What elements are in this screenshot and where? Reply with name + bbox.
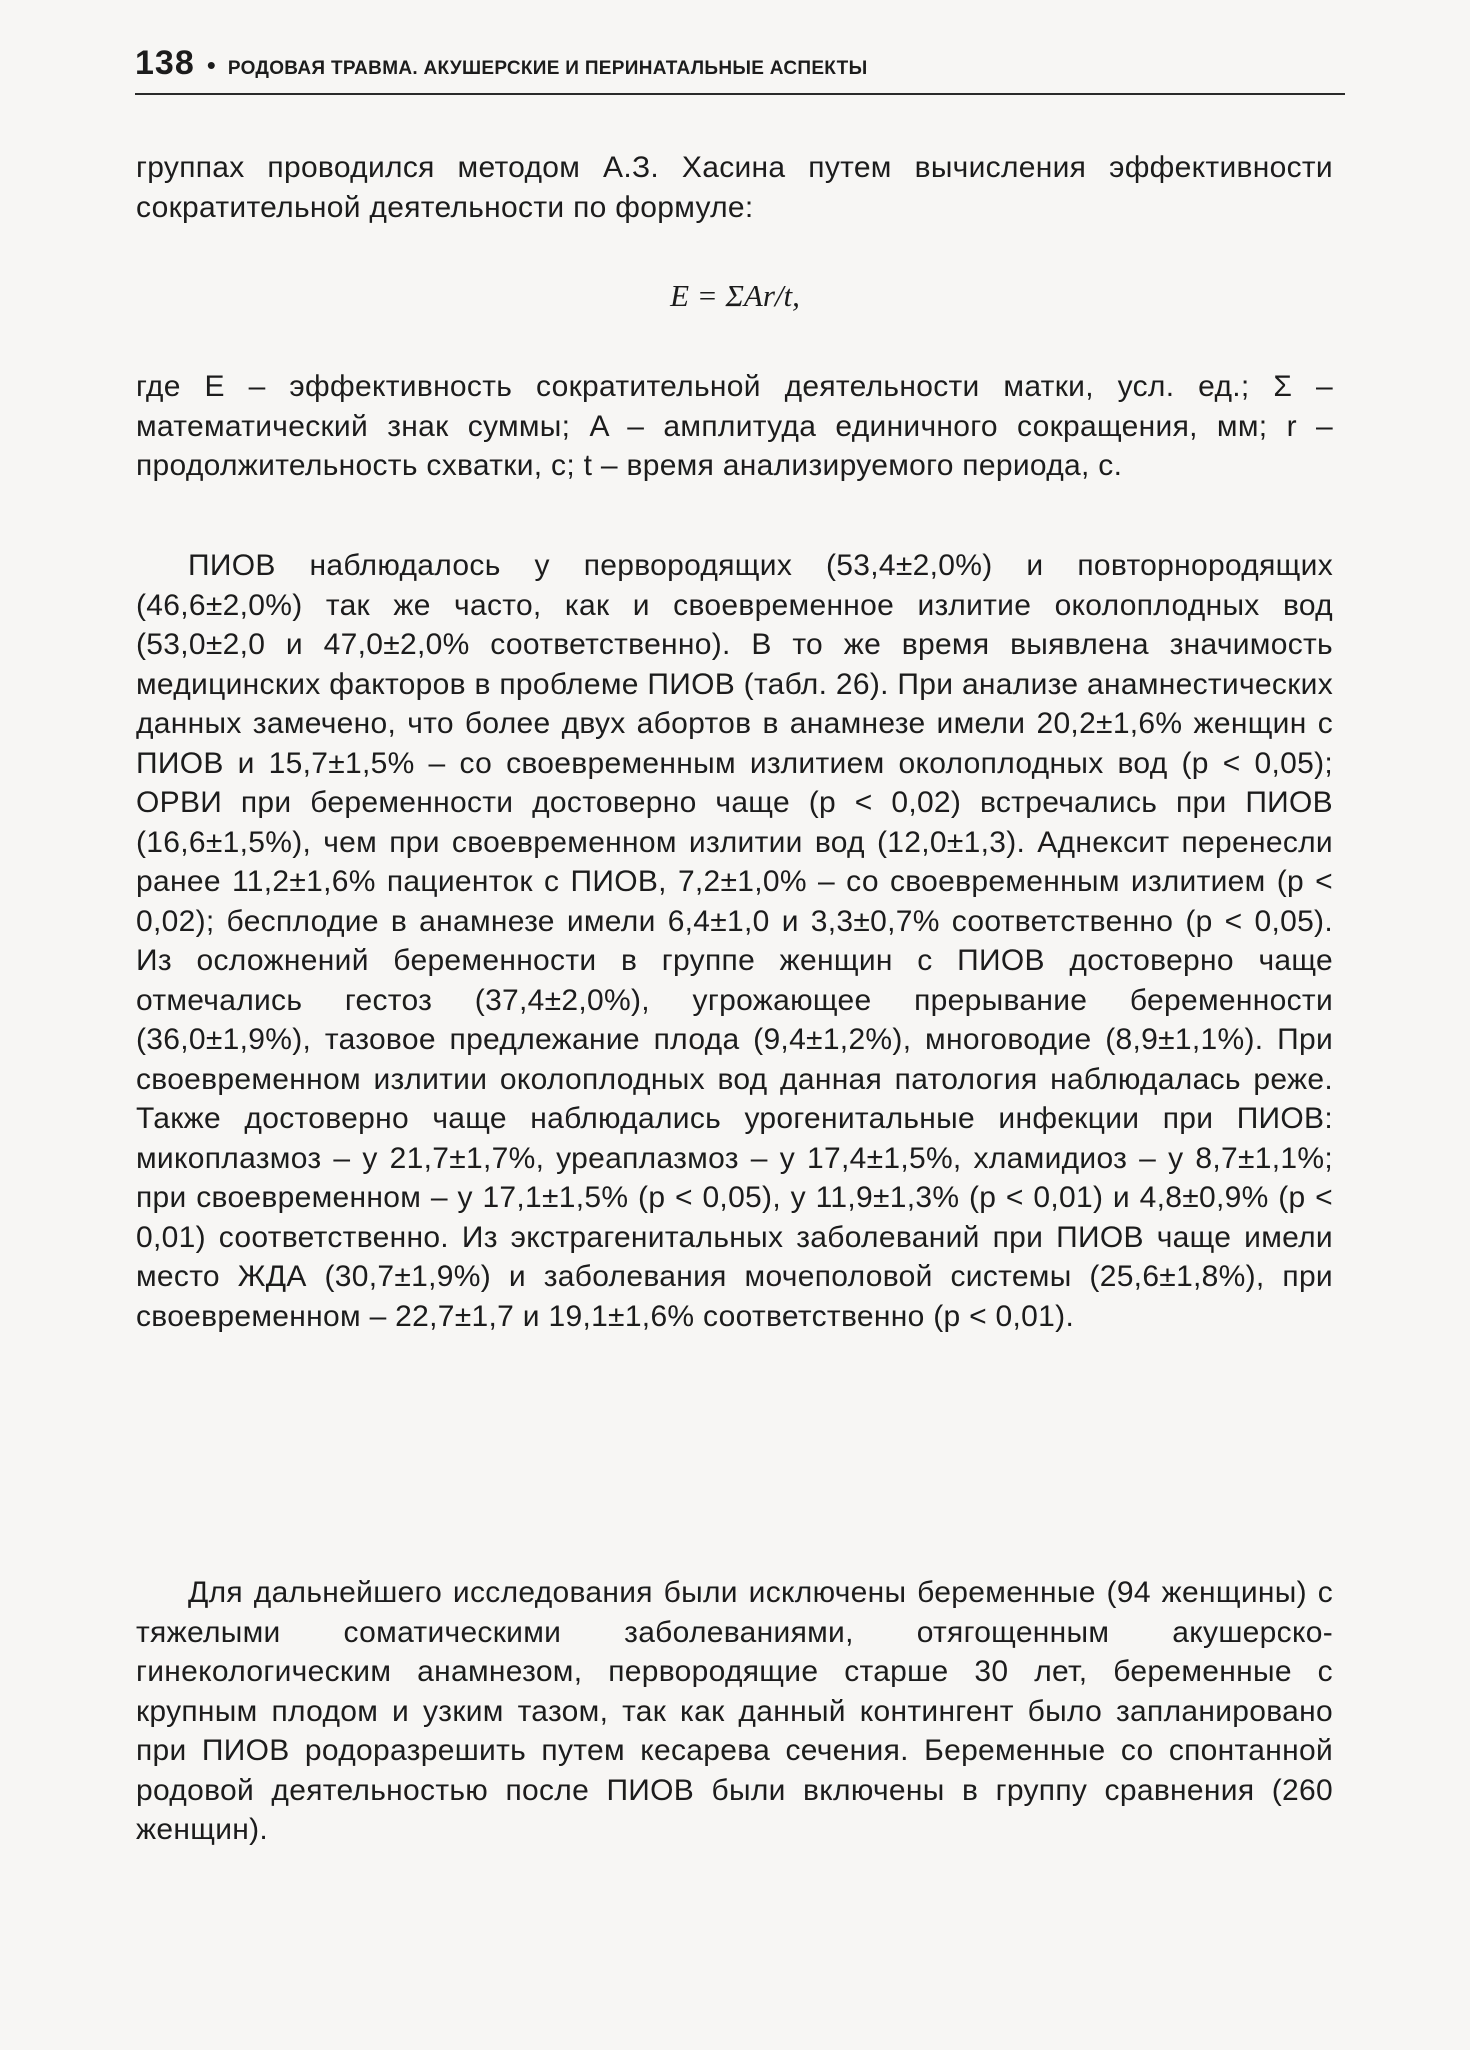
running-head bbox=[135, 44, 1345, 95]
bullet-separator: • bbox=[206, 50, 216, 80]
body-paragraph-2: Для дальнейшего исследования были исключены беременные (94 женщины) с тяжелыми соматическими заболеваниями, отягощенным акушерско-гинекологическим анамнезом, первородящие старше 30 лет, беременные с крупным плодом и узким тазом, так как данный контингент было запланировано при ПИОВ родоразрешить путем кесарева сечения. Беременные со спонтанной родовой деятельностью после ПИОВ были включены в группу сравнения (260 женщин). bbox=[136, 1576, 1333, 1846]
formula: E = ΣAr/t, bbox=[670, 278, 800, 313]
body-paragraph-1: ПИОВ наблюдалось у первородящих (53,4±2,0%) и повторнородящих (46,6±2,0%) так же часто, как и своевременное излитие околоплодных вод (53,0±2,0 и 47,0±2,0% соответственно). В то же время выявлена значимость медицинских факторов в проблеме ПИОВ (табл. 26). При анализе анамнестических данных замечено, что более двух абортов в анамнезе имели 20,2±1,6% женщин с ПИОВ и 15,7±1,5% – со своевременным излитием околоплодных вод (p < 0,05); ОРВИ при беременности достоверно чаще (p < 0,02) встречались при ПИОВ (16,6±1,5%), чем при своевременном излитии вод (12,0±1,3). Аднексит перенесли ранее 11,2±1,6% пациенток с ПИОВ, 7,2±1,0% – со своевременным излитием (p < 0,02); бесплодие в анамнезе имели 6,4±1,0 и 3,3±0,7% соответственно (p < 0,05). Из осложнений беременности в группе женщин с ПИОВ достоверно чаще отмечались гестоз (37,4±2,0%), угрожающее прерывание беременности (36,0±1,9%), тазовое предлежание плода (9,4±1,2%), многоводие (8,9±1,1%). При своевременном излитии околоплодных вод данная патология наблюдалась реже. Также достоверно чаще наблюдались урогенитальные инфекции при ПИОВ: микоплазмоз – у 21,7±1,7%, уреаплазмоз – у 17,4±1,5%, хламидиоз – у 8,7±1,1%; при своевременном – у 17,1±1,5% (p < 0,05), у 11,9±1,3% (p < 0,01) и 4,8±0,9% (p < 0,01) соответственно. Из экстрагенитальных заболеваний при ПИОВ чаще имели место ЖДА (30,7±1,9%) и заболевания мочеполовой системы (25,6±1,8%), при своевременном – 22,7±1,7 и 19,1±1,6% соответственно (p < 0,01). bbox=[136, 549, 1333, 1333]
page-number: 138 bbox=[135, 44, 195, 82]
running-title: РОДОВАЯ ТРАВМА. АКУШЕРСКИЕ И ПЕРИНАТАЛЬНЫЕ АСПЕКТЫ bbox=[227, 58, 868, 79]
formula-legend: где E – эффективность сократительной деятельности матки, усл. ед.; Σ – математический знак суммы; A – амплитуда единичного сокращения, мм; r – продолжительность схватки, с; t – время анализируемого периода, с. bbox=[136, 370, 1333, 482]
intro-paragraph: группах проводился методом А.З. Хасина путем вычисления эффективности сократительной деятельности по формуле: bbox=[136, 151, 1333, 224]
